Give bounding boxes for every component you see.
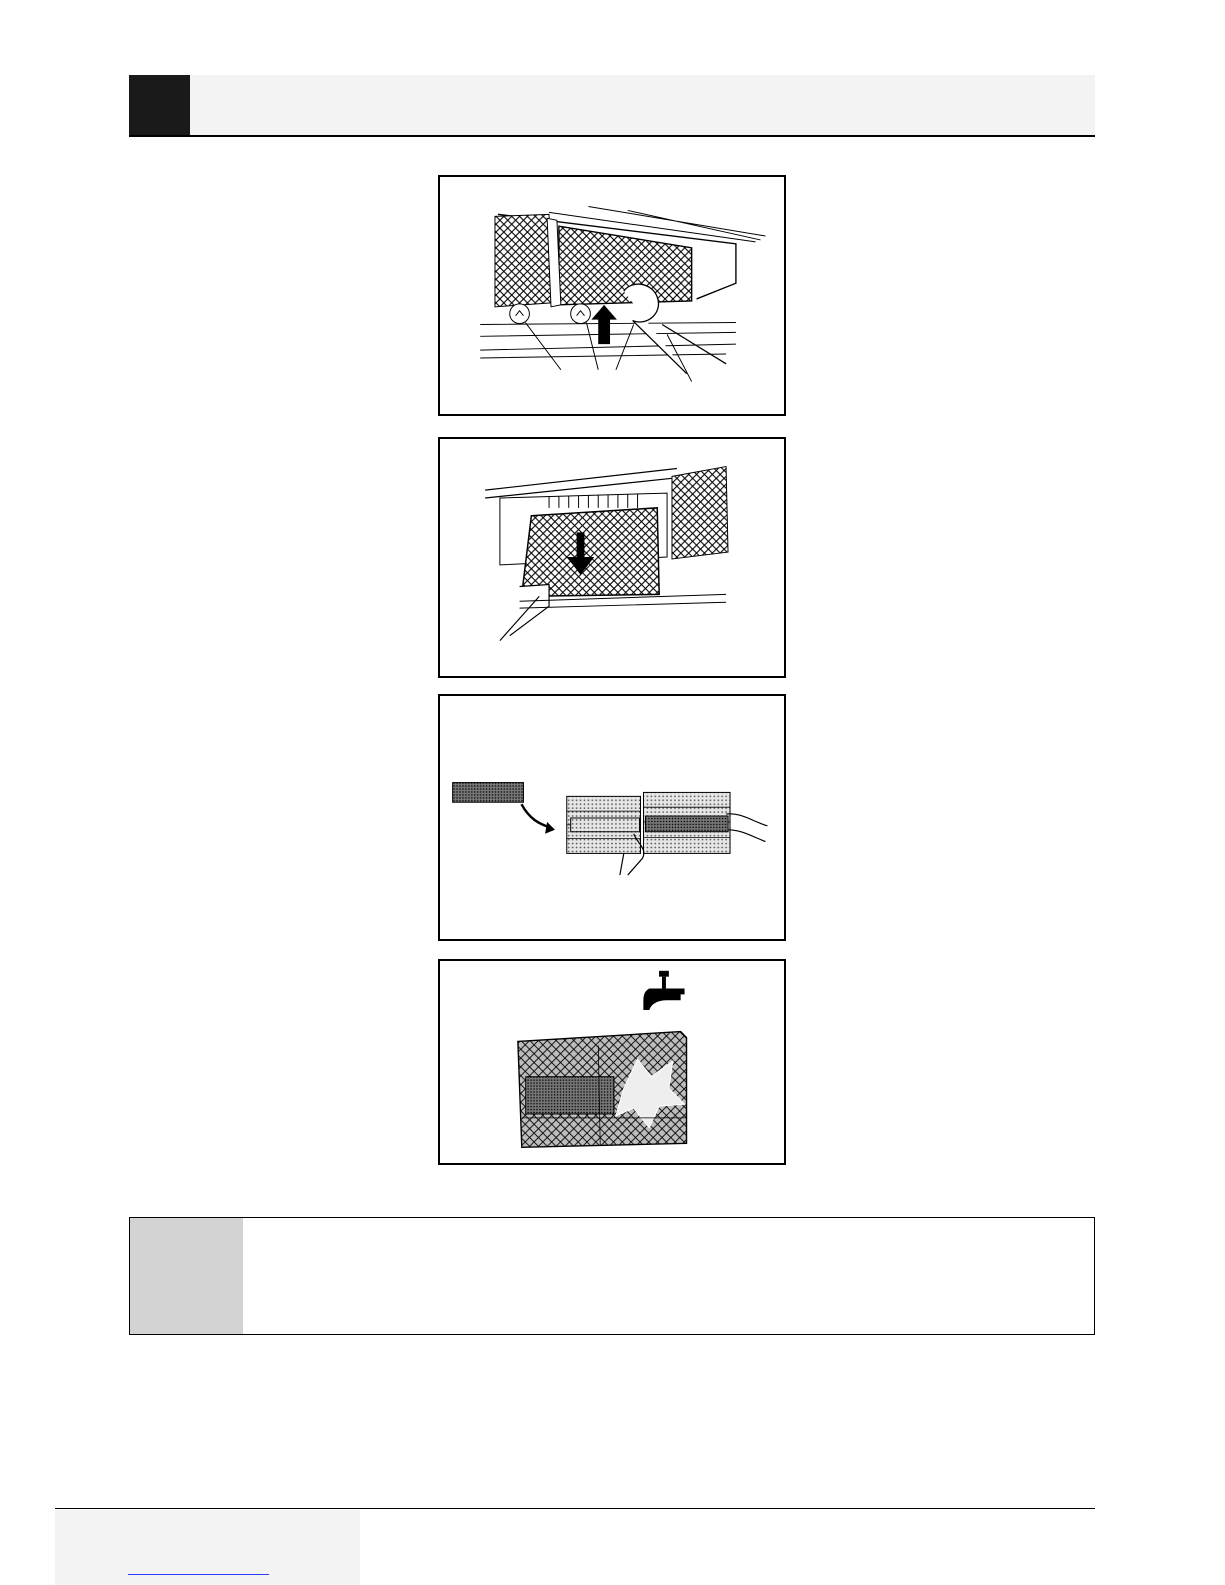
figure-filter-insert (438, 694, 786, 941)
section-number-block (129, 75, 190, 135)
filter-pull-down-illustration-icon (440, 439, 784, 676)
note-label-block (130, 1218, 243, 1334)
footer-divider (55, 1508, 1095, 1509)
filter-wash-faucet-illustration-icon (440, 961, 784, 1163)
figure-filter-lift (438, 175, 786, 416)
filter-remove-insert-illustration-icon (440, 696, 784, 939)
section-header-bar (129, 75, 1095, 137)
figure-filter-wash (438, 959, 786, 1165)
footer-link[interactable] (128, 1574, 269, 1575)
filter-lift-up-illustration-icon (440, 177, 784, 414)
figure-filter-pull-down (438, 437, 786, 678)
note-box (129, 1217, 1095, 1335)
